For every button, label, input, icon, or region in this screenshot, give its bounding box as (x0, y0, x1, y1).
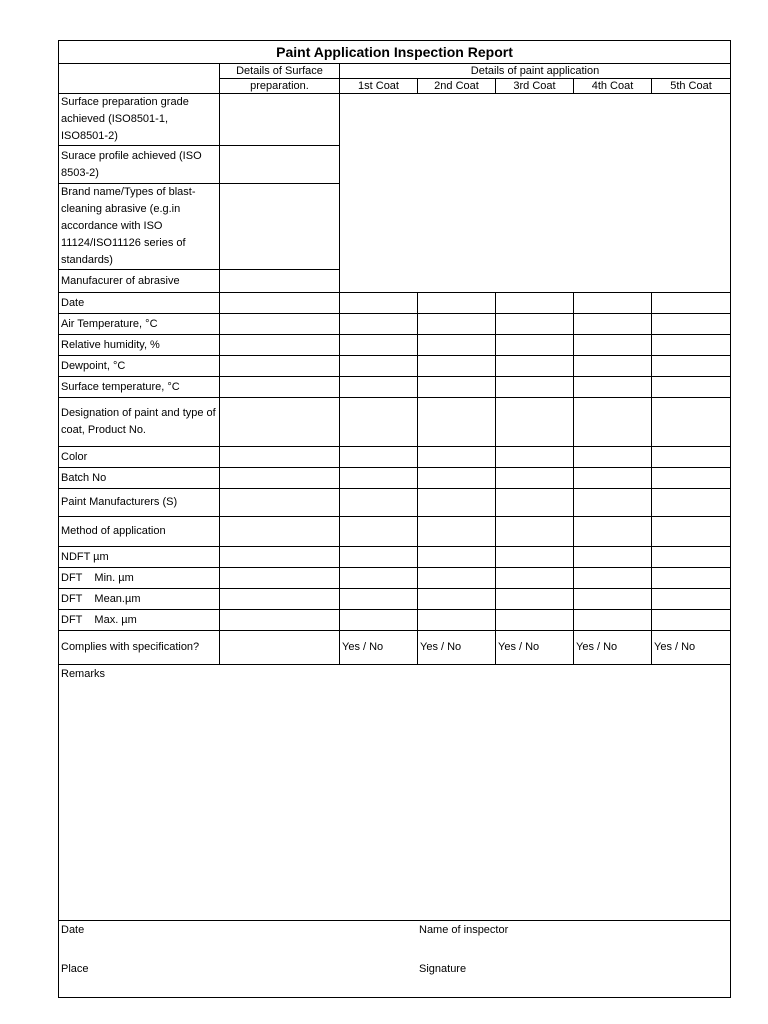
footer-place-label: Place (61, 963, 89, 975)
row-label-surface-profile: Surace profile achieved (ISO 8503-2) (59, 146, 220, 184)
row-label-relative-humidity: Relative humidity, % (59, 335, 220, 356)
row-label-abrasive-manufacturer: Manufacurer of abrasive (59, 270, 220, 293)
inspection-report-sheet (58, 40, 730, 1004)
row-label-complies: Complies with specification? (59, 631, 220, 665)
input-cell[interactable] (340, 398, 418, 447)
input-abrasive-brand[interactable] (220, 184, 340, 270)
input-cell[interactable] (418, 356, 496, 377)
input-cell[interactable] (418, 377, 496, 398)
input-cell[interactable] (652, 568, 731, 589)
input-cell[interactable] (220, 293, 340, 314)
input-cell[interactable] (496, 335, 574, 356)
input-cell[interactable] (574, 468, 652, 489)
input-cell[interactable] (220, 335, 340, 356)
input-cell[interactable] (418, 547, 496, 568)
report-title: Paint Application Inspection Report (59, 41, 731, 64)
input-cell[interactable] (496, 517, 574, 547)
input-cell[interactable] (418, 398, 496, 447)
input-cell[interactable] (340, 293, 418, 314)
input-cell[interactable] (340, 377, 418, 398)
input-cell[interactable] (340, 335, 418, 356)
input-cell[interactable] (418, 568, 496, 589)
complies-option-coat-4[interactable]: Yes / No (574, 631, 652, 665)
row-label-color: Color (59, 447, 220, 468)
surface-details-header: Details of Surface (220, 64, 340, 79)
complies-option-coat-1[interactable]: Yes / No (340, 631, 418, 665)
row-label-paint-manufacturers: Paint Manufacturers (S) (59, 489, 220, 517)
row-label-ndft: NDFT µm (59, 547, 220, 568)
input-cell[interactable] (340, 610, 418, 631)
input-cell[interactable] (652, 489, 731, 517)
input-cell[interactable] (574, 610, 652, 631)
input-surface-profile[interactable] (220, 146, 340, 184)
input-cell[interactable] (220, 377, 340, 398)
coat-header-3: 3rd Coat (496, 79, 574, 94)
input-cell[interactable] (220, 314, 340, 335)
input-surface-prep-grade[interactable] (220, 94, 340, 146)
input-cell[interactable] (340, 517, 418, 547)
input-cell[interactable] (220, 517, 340, 547)
input-cell[interactable] (340, 568, 418, 589)
row-label-method-of-application: Method of application (59, 517, 220, 547)
input-cell[interactable] (220, 589, 340, 610)
row-label-date: Date (59, 293, 220, 314)
input-cell[interactable] (418, 610, 496, 631)
input-cell[interactable] (418, 517, 496, 547)
row-label-air-temperature: Air Temperature, °C (59, 314, 220, 335)
input-cell[interactable] (418, 293, 496, 314)
footer-inspector-label: Name of inspector (419, 924, 509, 936)
header-blank-cell (59, 64, 220, 94)
row-label-dft-min: DFT Min. µm (59, 568, 220, 589)
input-cell[interactable] (418, 335, 496, 356)
input-cell[interactable] (574, 447, 652, 468)
footer-box (59, 921, 731, 998)
input-cell[interactable] (220, 610, 340, 631)
footer (59, 921, 730, 997)
coat-header-5: 5th Coat (652, 79, 731, 94)
input-cell[interactable] (496, 293, 574, 314)
input-cell[interactable] (418, 589, 496, 610)
input-cell[interactable] (574, 377, 652, 398)
input-cell[interactable] (496, 610, 574, 631)
paint-details-header: Details of paint application (340, 64, 731, 79)
input-cell[interactable] (220, 489, 340, 517)
row-label-surface-prep-grade: Surface preparation grade achieved (ISO8501-1, ISO8501-2) (59, 94, 220, 146)
input-cell[interactable] (418, 314, 496, 335)
input-cell[interactable] (220, 356, 340, 377)
input-cell[interactable] (652, 377, 731, 398)
input-cell[interactable] (652, 314, 731, 335)
input-cell[interactable] (574, 568, 652, 589)
input-cell[interactable] (574, 335, 652, 356)
coat-header-4: 4th Coat (574, 79, 652, 94)
coat-header-1: 1st Coat (340, 79, 418, 94)
input-cell[interactable] (652, 468, 731, 489)
input-cell[interactable] (220, 547, 340, 568)
row-label-dewpoint: Dewpoint, °C (59, 356, 220, 377)
input-cell[interactable] (652, 447, 731, 468)
input-cell[interactable] (220, 447, 340, 468)
coat-header-2: 2nd Coat (418, 79, 496, 94)
input-cell[interactable] (652, 293, 731, 314)
input-cell[interactable] (574, 398, 652, 447)
inspection-report-table (58, 40, 731, 998)
input-cell[interactable] (574, 356, 652, 377)
input-cell[interactable] (652, 547, 731, 568)
input-cell[interactable] (574, 293, 652, 314)
input-cell[interactable] (418, 489, 496, 517)
input-cell[interactable] (340, 356, 418, 377)
row-label-surface-temperature: Surface temperature, °C (59, 377, 220, 398)
input-cell[interactable] (220, 631, 340, 665)
row-label-batch-no: Batch No (59, 468, 220, 489)
input-cell[interactable] (220, 468, 340, 489)
input-cell[interactable] (340, 447, 418, 468)
row-label-paint-designation: Designation of paint and type of coat, Product No. (59, 398, 220, 447)
input-cell[interactable] (652, 517, 731, 547)
row-label-dft-mean: DFT Mean.µm (59, 589, 220, 610)
surface-prep-merged-blank (340, 94, 731, 293)
input-cell[interactable] (652, 610, 731, 631)
input-cell[interactable] (574, 589, 652, 610)
input-cell[interactable] (496, 398, 574, 447)
input-abrasive-manufacturer[interactable] (220, 270, 340, 293)
input-cell[interactable] (574, 517, 652, 547)
footer-date-label: Date (61, 924, 85, 936)
input-cell[interactable] (220, 398, 340, 447)
row-label-dft-max: DFT Max. µm (59, 610, 220, 631)
surface-details-header-line2: preparation. (220, 79, 340, 94)
input-cell[interactable] (496, 314, 574, 335)
complies-option-coat-5[interactable]: Yes / No (652, 631, 731, 665)
input-cell[interactable] (652, 398, 731, 447)
input-cell[interactable] (340, 489, 418, 517)
input-cell[interactable] (574, 314, 652, 335)
input-cell[interactable] (496, 356, 574, 377)
input-cell[interactable] (574, 547, 652, 568)
input-cell[interactable] (652, 356, 731, 377)
footer-signature-label: Signature (419, 963, 467, 975)
row-label-abrasive-brand: Brand name/Types of blast-cleaning abrasive (e.g.in accordance with ISO 11124/ISO11126 series of standards) (59, 184, 220, 270)
input-cell[interactable] (418, 468, 496, 489)
remarks-label: Remarks (61, 668, 106, 680)
input-cell[interactable] (496, 589, 574, 610)
input-cell[interactable] (496, 489, 574, 517)
input-cell[interactable] (418, 447, 496, 468)
remarks-box[interactable] (59, 665, 731, 921)
input-cell[interactable] (496, 547, 574, 568)
input-cell[interactable] (496, 468, 574, 489)
input-cell[interactable] (496, 568, 574, 589)
input-cell[interactable] (340, 468, 418, 489)
input-cell[interactable] (652, 335, 731, 356)
input-cell[interactable] (220, 568, 340, 589)
input-cell[interactable] (340, 547, 418, 568)
input-cell[interactable] (340, 314, 418, 335)
input-cell[interactable] (340, 589, 418, 610)
input-cell[interactable] (496, 377, 574, 398)
complies-option-coat-3[interactable]: Yes / No (496, 631, 574, 665)
input-cell[interactable] (574, 489, 652, 517)
complies-option-coat-2[interactable]: Yes / No (418, 631, 496, 665)
input-cell[interactable] (496, 447, 574, 468)
input-cell[interactable] (652, 589, 731, 610)
